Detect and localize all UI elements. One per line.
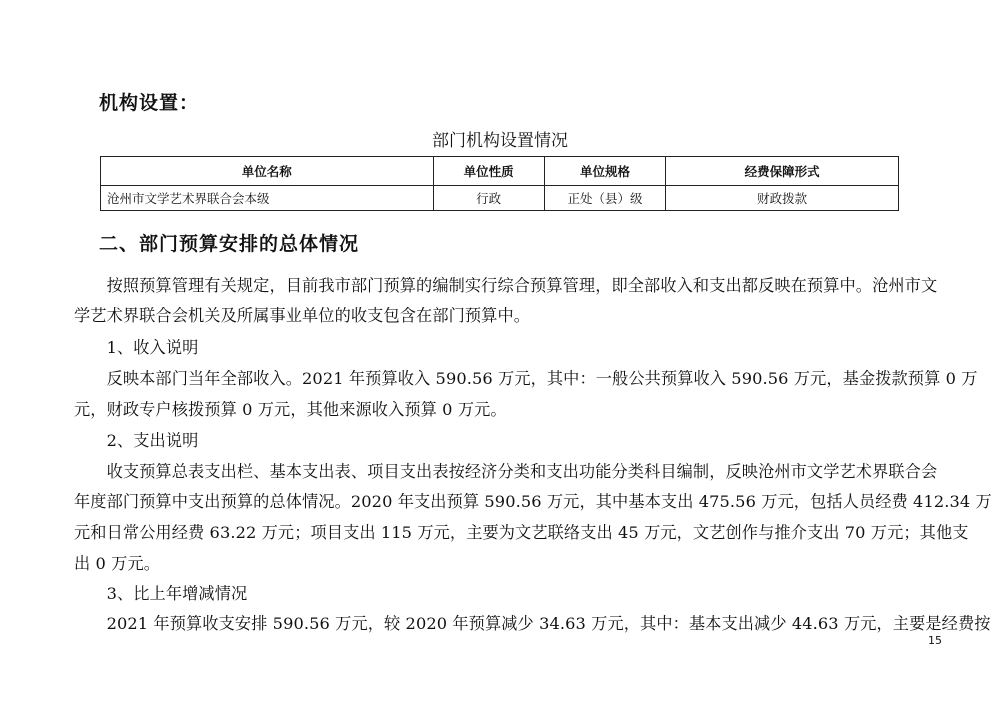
body-line: 学艺术界联合会机关及所属事业单位的收支包含在部门预算中。: [74, 306, 531, 325]
section-title: 机构设置：: [99, 92, 200, 114]
table-caption: 部门机构设置情况: [432, 131, 568, 151]
table-header-row: [101, 157, 899, 186]
cell-funding-form: 财政拨款: [666, 186, 899, 211]
cell-unit-level: 正处（县）级: [544, 186, 666, 211]
cell-unit-nature: 行政: [433, 186, 544, 211]
body-line: 出 0 万元。: [74, 554, 161, 573]
cell-unit-name: 沧州市文学艺术界联合会本级: [101, 186, 434, 211]
col-header-funding-form: 经费保障形式: [666, 157, 899, 186]
subheading-change: 3、比上年增减情况: [74, 584, 248, 603]
body-line: 2021 年预算收支安排 590.56 万元，较 2020 年预算减少 34.63 万元，其中：基本支出减少 44.63 万元，主要是经费按: [74, 614, 991, 633]
table-row: [101, 186, 899, 211]
col-header-unit-level: 单位规格: [544, 157, 666, 186]
col-header-unit-nature: 单位性质: [433, 157, 544, 186]
body-line: 元和日常公用经费 63.22 万元；项目支出 115 万元，主要为文艺联络支出 45 万元，文艺创作与推介支出 70 万元；其他支: [74, 523, 969, 542]
subheading-income: 1、收入说明: [74, 338, 199, 357]
body-line: 年度部门预算中支出预算的总体情况。2020 年支出预算 590.56 万元，其中基本支出 475.56 万元，包括人员经费 412.34 万: [74, 492, 992, 511]
body-line: 反映本部门当年全部收入。2021 年预算收入 590.56 万元，其中：一般公共预算收入 590.56 万元，基金拨款预算 0 万: [74, 369, 978, 388]
page-number: 15: [928, 634, 942, 647]
body-line: 收支预算总表支出栏、基本支出表、项目支出表按经济分类和支出功能分类科目编制，反映沧州市文学艺术界联合会: [74, 462, 938, 481]
body-line: 元，财政专户核拨预算 0 万元，其他来源收入预算 0 万元。: [74, 400, 507, 419]
section-heading-budget-overview: 二、部门预算安排的总体情况: [99, 233, 360, 255]
col-header-unit-name: 单位名称: [101, 157, 434, 186]
subheading-expenditure: 2、支出说明: [74, 431, 199, 450]
org-table: [100, 156, 899, 211]
body-line: 按照预算管理有关规定，目前我市部门预算的编制实行综合预算管理，即全部收入和支出都反映在预算中。沧州市文: [74, 276, 938, 295]
